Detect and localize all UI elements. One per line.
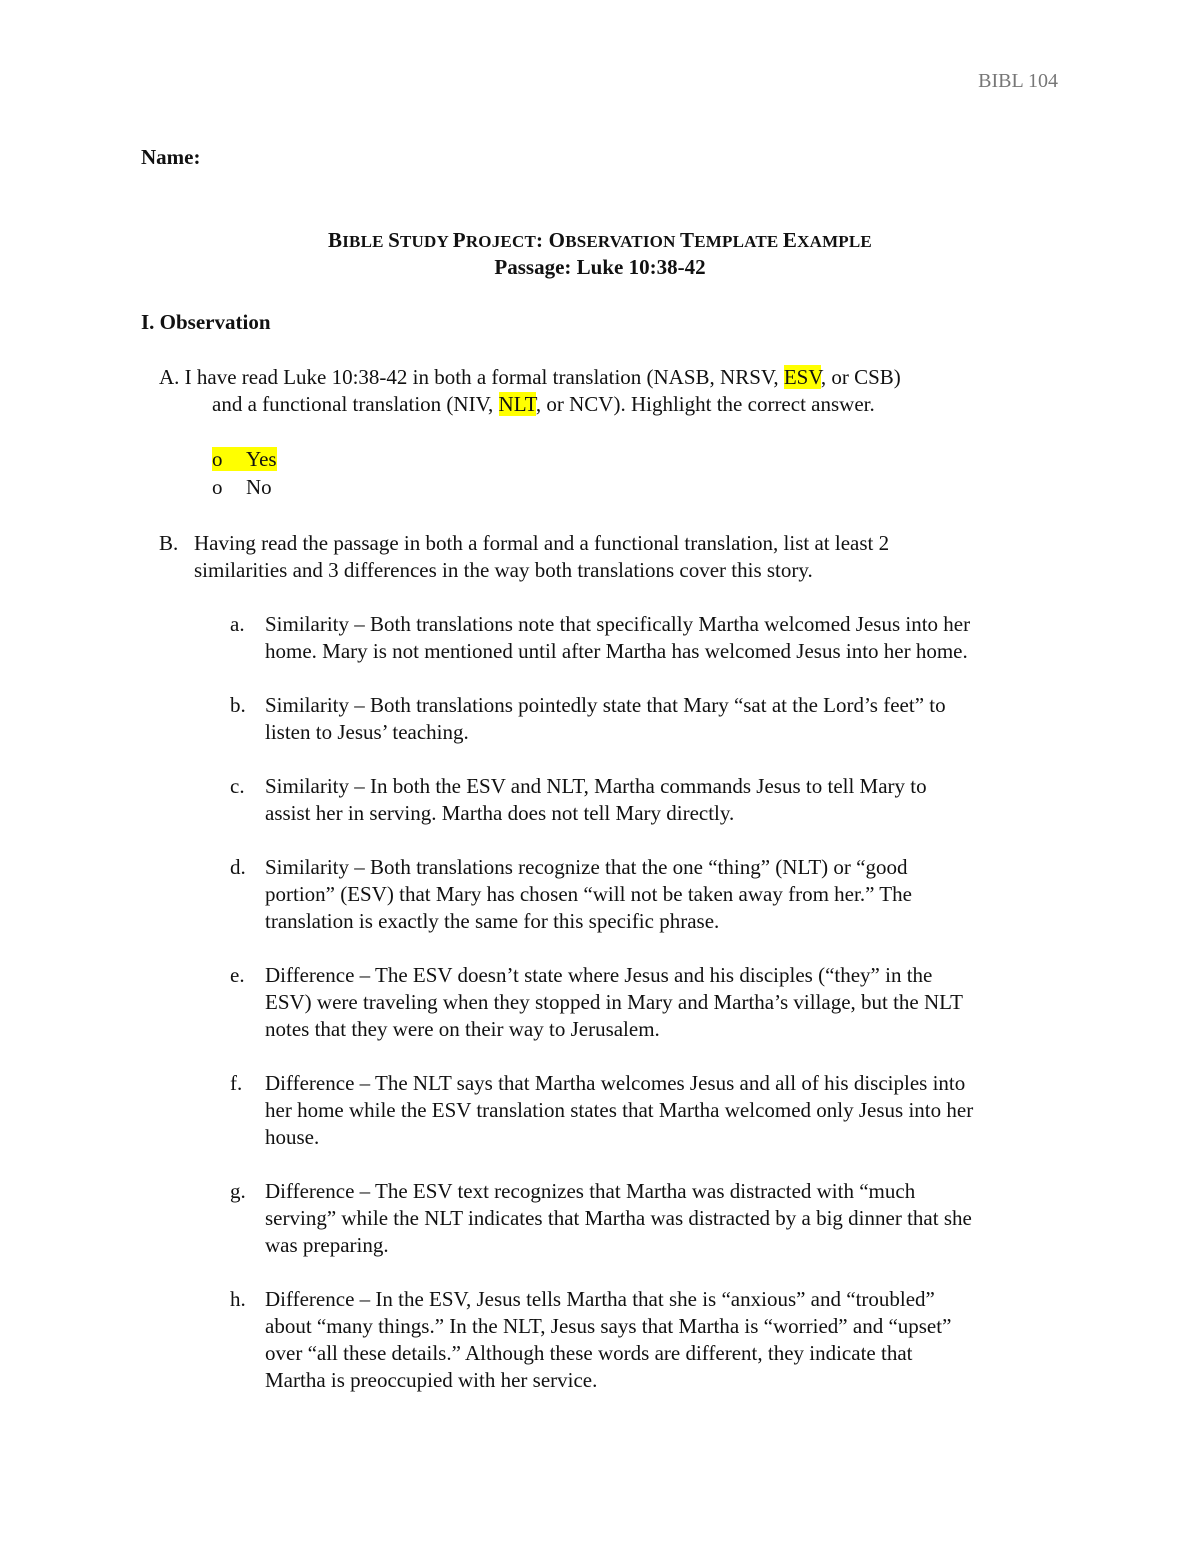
sub-item-letter: g.: [230, 1179, 246, 1203]
sub-item-letter: e.: [230, 963, 245, 987]
sub-item-line: translation is exactly the same for this specific phrase.: [265, 909, 720, 933]
bullet-icon: o: [212, 447, 223, 471]
sub-item-line: notes that they were on their way to Jerusalem.: [265, 1017, 660, 1041]
answer-choices: [212, 445, 277, 501]
page-header-course: BIBL 104: [978, 70, 1058, 92]
sub-item-a: [230, 611, 1070, 665]
item-a: [159, 364, 1059, 418]
sub-item-line: Similarity – Both translations note that specifically Martha welcomed Jesus into her: [265, 612, 971, 636]
bullet-icon: o: [212, 475, 223, 499]
item-a-line-2: and a functional translation (NIV, NLT, or NCV). Highlight the correct answer.: [212, 392, 875, 416]
title-fragment: P: [452, 228, 466, 252]
sub-item-line: her home while the ESV translation states that Martha welcomed only Jesus into her: [265, 1098, 974, 1122]
sub-item-letter: c.: [230, 774, 245, 798]
sub-item-line: serving” while the NLT indicates that Martha was distracted by a big dinner that she: [265, 1206, 972, 1230]
sub-item-letter: f.: [230, 1071, 243, 1095]
item-b: [159, 530, 1059, 584]
sub-item-letter: h.: [230, 1287, 246, 1311]
sub-item-line: Difference – The NLT says that Martha welcomes Jesus and all of his disciples into: [265, 1071, 966, 1095]
title-fragment: :: [535, 228, 549, 252]
sub-item-line: house.: [265, 1125, 320, 1149]
sub-item-line: Similarity – Both translations pointedly state that Mary “sat at the Lord’s feet” to: [265, 693, 946, 717]
sub-item-letter: a.: [230, 612, 245, 636]
highlight-nlt: NLT: [498, 392, 536, 416]
sub-item-line: about “many things.” In the NLT, Jesus says that Martha is “worried” and “upset”: [265, 1314, 952, 1338]
name-label: Name:: [141, 145, 201, 169]
title-fragment: E: [782, 228, 798, 252]
sub-item-d: [230, 854, 1070, 935]
sub-item-line: over “all these details.” Although these words are different, they indicate that: [265, 1341, 913, 1365]
sub-item-e: [230, 962, 1070, 1043]
sub-item-line: Martha is preoccupied with her service.: [265, 1368, 598, 1392]
title-fragment: ROJECT: [465, 232, 536, 251]
sub-item-line: home. Mary is not mentioned until after Martha has welcomed Jesus into her home.: [265, 639, 968, 663]
sub-item-line: Similarity – Both translations recognize that the one “thing” (NLT) or “good: [265, 855, 908, 879]
item-a-line-1: A. I have read Luke 10:38-42 in both a formal translation (NASB, NRSV, ESV, or CSB): [159, 365, 901, 389]
choice-label: Yes: [246, 447, 277, 471]
title-fragment: B: [328, 228, 343, 252]
choice-no: [212, 473, 277, 501]
sub-item-line: Difference – The ESV doesn’t state where Jesus and his disciples (“they” in the: [265, 963, 933, 987]
sub-item-line: Difference – In the ESV, Jesus tells Martha that she is “anxious” and “troubled”: [265, 1287, 935, 1311]
choice-label: No: [246, 475, 272, 499]
title-fragment: XAMPLE: [797, 232, 872, 251]
sub-item-line: ESV) were traveling when they stopped in Mary and Martha’s village, but the NLT: [265, 990, 963, 1014]
sub-item-letter: d.: [230, 855, 246, 879]
item-b-line-1: B. Having read the passage in both a formal and a functional translation, list at least 2: [159, 531, 890, 555]
sub-item-line: Similarity – In both the ESV and NLT, Martha commands Jesus to tell Mary to: [265, 774, 927, 798]
sub-item-list: [230, 611, 1070, 1421]
sub-item-line: listen to Jesus’ teaching.: [265, 720, 469, 744]
highlight-esv: ESV: [783, 365, 821, 389]
sub-item-line: was preparing.: [265, 1233, 389, 1257]
title-fragment: T: [680, 228, 695, 252]
sub-item-letter: b.: [230, 693, 246, 717]
sub-item-f: [230, 1070, 1070, 1151]
sub-item-line: portion” (ESV) that Mary has chosen “will not be taken away from her.” The: [265, 882, 912, 906]
title-fragment: BSERVATION: [565, 232, 681, 251]
sub-item-g: [230, 1178, 1070, 1259]
item-b-line-2: similarities and 3 differences in the way both translations cover this story.: [194, 558, 813, 582]
title-fragment: EMPLATE: [694, 232, 783, 251]
sub-item-line: Difference – The ESV text recognizes that Martha was distracted with “much: [265, 1179, 916, 1203]
sub-item-h: [230, 1286, 1070, 1394]
sub-item-b: [230, 692, 1070, 746]
sub-item-c: [230, 773, 1070, 827]
title-fragment: TUDY: [400, 232, 453, 251]
item-b-letter: B.: [159, 531, 179, 555]
passage-reference: Passage: Luke 10:38-42: [494, 255, 706, 279]
document-title: [0, 228, 1200, 253]
title-fragment: O: [548, 228, 566, 252]
section-heading: I. Observation: [141, 310, 271, 334]
title-fragment: S: [388, 228, 400, 252]
title-block: [0, 228, 1200, 280]
title-fragment: IBLE: [342, 232, 389, 251]
sub-item-line: assist her in serving. Martha does not tell Mary directly.: [265, 801, 735, 825]
item-a-letter: A.: [159, 365, 180, 389]
choice-yes: [212, 445, 277, 473]
